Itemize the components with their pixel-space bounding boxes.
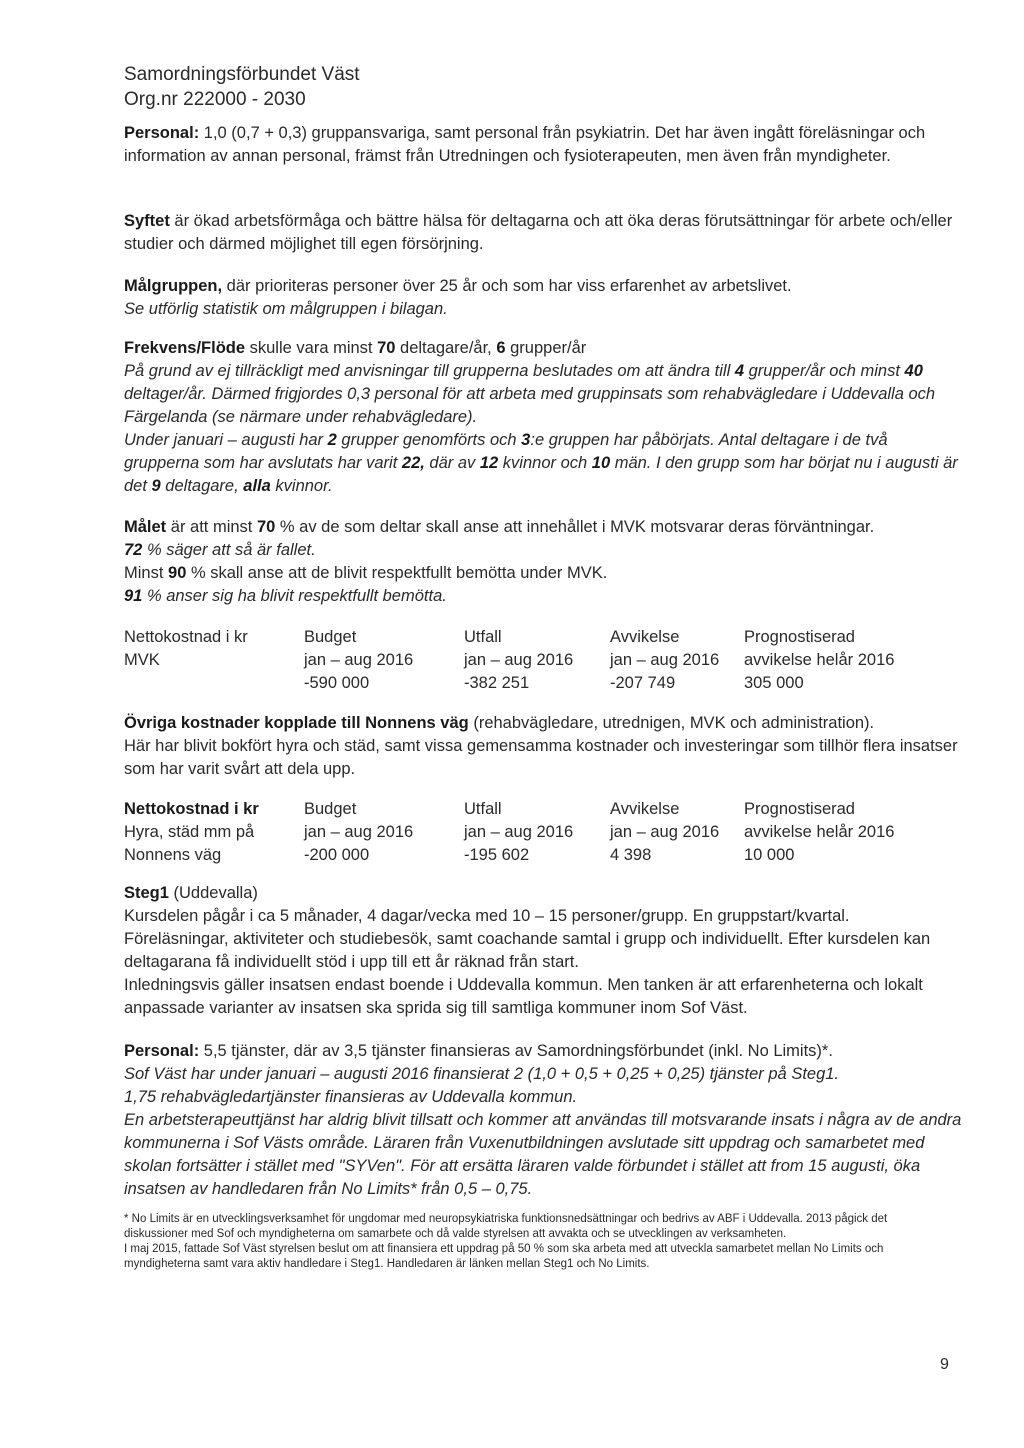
table-cell: 10 000 <box>744 846 795 864</box>
table-cell: jan – aug 2016 <box>464 651 574 669</box>
steg1-label: Steg1 <box>124 884 169 902</box>
table-cell: Avvikelse <box>610 800 680 818</box>
frekvens-progress-note: Under januari – augusti har 2 grupper genomförts och 3:e gruppen har påbörjats. Antal deltagare i de två grupperna som har avslutats har varit 22, där av 12 kvinnor och 10 män. I den grupp som har börjat nu i augusti är det 9 deltagare, alla kvinnor. <box>124 431 958 495</box>
personal2-note: 1,75 rehabvägledartjänster finansieras av Uddevalla kommun. <box>124 1088 578 1106</box>
personal-label: Personal: <box>124 124 200 142</box>
table-row <box>124 844 924 867</box>
frekvens-text: skulle vara minst <box>245 339 378 357</box>
table-cell: -382 251 <box>464 674 530 692</box>
table-cell: MVK <box>124 651 160 669</box>
table-cell: -590 000 <box>304 674 370 692</box>
table-cell: Nettokostnad i kr <box>124 628 248 646</box>
ovriga-text: (rehabvägledare, utrednigen, MVK och administration). <box>468 714 875 732</box>
table-cell: Utfall <box>464 628 502 646</box>
personal2-note: Sof Väst har under januari – augusti 2016 finansierat 2 (1,0 + 0,5 + 0,25 + 0,25) tjänster på Steg1. <box>124 1065 840 1083</box>
table-cell: 4 398 <box>610 846 652 864</box>
malet-number: 70 <box>256 518 276 536</box>
personal2-note: En arbetsterapeuttjänst har aldrig blivit tillsatt och kommer att användas till motsvarande insats i några av de andra kommunerna i Sof Västs område. Läraren från Vuxenutbildningen avslutade sitt uppdrag och samarbetet med skolan fortsätter i stället med "SYVen". För att ersätta läraren valde förbundet i stället att from 15 augusti, öka insatsen av handledaren från No Limits* från 0,5 – 0,75. <box>124 1111 962 1198</box>
document-header <box>124 62 360 112</box>
personal-text: 1,0 (0,7 + 0,3) gruppansvariga, samt personal från psykiatrin. Det har även ingått föreläsningar och information av annan personal, främst från Utredningen och fysioterapeuten, men även från myndigheter. <box>124 124 926 165</box>
table-cell: jan – aug 2016 <box>610 651 720 669</box>
table-cell: Utfall <box>464 800 502 818</box>
frekvens-number: 70 <box>377 339 396 357</box>
table-cell <box>124 672 304 695</box>
table-cell: -195 602 <box>464 846 530 864</box>
steg1-label-suffix: (Uddevalla) <box>168 884 258 902</box>
table-row <box>124 626 924 649</box>
footnote-paragraph: I maj 2015, fattade Sof Väst styrelsen beslut om att finansiera ett uppdrag på 50 % som ska arbeta med att utveckla samarbetet mellan No Limits och myndigheterna samt vara aktiv handledare i Steg1. Handledaren är länken mellan Steg1 och No Limits. <box>124 1243 884 1270</box>
malgruppen-section <box>124 275 964 321</box>
ovriga-section <box>124 712 964 781</box>
table-cell: Budget <box>304 628 357 646</box>
steg1-line: Föreläsningar, aktiviteter och studiebesök, samt coachande samtal i grupp och individuellt. Efter kursdelen kan deltagarana få individuellt stöd i upp till ett år räknad från start. <box>124 930 931 971</box>
syftet-label: Syftet <box>124 212 170 230</box>
table-cell: Prognostiserad <box>744 628 855 646</box>
table-cell: -207 749 <box>610 674 676 692</box>
table-cell: jan – aug 2016 <box>304 651 414 669</box>
malet-text: är att minst <box>166 518 257 536</box>
table-cell: Hyra, städ mm på <box>124 823 255 841</box>
page-number: 9 <box>940 1356 949 1373</box>
org-number: Org.nr 222000 - 2030 <box>124 89 306 110</box>
table-cell: avvikelse helår 2016 <box>744 823 895 841</box>
frekvens-number: 6 <box>496 339 506 357</box>
malet-number: 90 <box>168 564 187 582</box>
malet-text: % skall anse att de blivit respektfullt bemötta under MVK. <box>186 564 608 582</box>
table-row <box>124 672 924 695</box>
table-cell: Avvikelse <box>610 628 680 646</box>
frekvens-change-note: På grund av ej tillräckligt med anvisningar till grupperna beslutades om att ändra till 4 grupper/år och minst 40 deltager/år. Därmed frigjordes 0,3 personal för att arbeta med gruppinsats som rehabvägledare i Uddevalla och Färgelanda (se närmare under rehabvägledare). <box>124 362 936 426</box>
table-row <box>124 798 924 821</box>
mvk-cost-table <box>124 626 924 695</box>
table-row <box>124 649 924 672</box>
malet-result-1: 72 % säger att så är fallet. <box>124 541 316 559</box>
table-cell: Prognostiserad <box>744 800 855 818</box>
malgruppen-label: Målgruppen, <box>124 277 223 295</box>
malet-result-2: 91 % anser sig ha blivit respektfullt bemötta. <box>124 587 447 605</box>
table-cell: Nonnens väg <box>124 846 222 864</box>
frekvens-label: Frekvens/Flöde <box>124 339 246 357</box>
steg1-section <box>124 882 964 1020</box>
footnote <box>124 1212 944 1272</box>
table-cell: jan – aug 2016 <box>610 823 720 841</box>
table-cell: avvikelse helår 2016 <box>744 651 895 669</box>
personal2-section <box>124 1040 964 1201</box>
malet-text: % av de som deltar skall anse att innehållet i MVK motsvarar deras förväntningar. <box>275 518 875 536</box>
personal2-label: Personal: <box>124 1042 200 1060</box>
nonnens-cost-table <box>124 798 924 867</box>
personal2-text: 5,5 tjänster, där av 3,5 tjänster finansieras av Samordningsförbundet (inkl. No Limits)*. <box>199 1042 833 1060</box>
syftet-section <box>124 210 964 256</box>
table-row <box>124 821 924 844</box>
ovriga-text-2: Här har blivit bokfört hyra och städ, samt vissa gemensamma kostnader och investeringar som tillhör flera insatser som har varit svårt att dela upp. <box>124 737 958 778</box>
malgruppen-note: Se utförlig statistik om målgruppen i bilagan. <box>124 300 448 318</box>
table-cell: jan – aug 2016 <box>464 823 574 841</box>
ovriga-label: Övriga kostnader kopplade till Nonnens väg <box>124 714 469 732</box>
malet-label: Målet <box>124 518 167 536</box>
steg1-line: Inledningsvis gäller insatsen endast boende i Uddevalla kommun. Men tanken är att erfarenheterna och lokalt anpassade varianter av insatsen ska sprida sig till samtliga kommuner inom Sof Väst. <box>124 976 923 1017</box>
table-cell: jan – aug 2016 <box>304 823 414 841</box>
frekvens-section <box>124 337 964 498</box>
frekvens-text: grupper/år <box>505 339 587 357</box>
malgruppen-text: där prioriteras personer över 25 år och som har viss erfarenhet av arbetslivet. <box>222 277 792 295</box>
table-cell: Budget <box>304 800 357 818</box>
table-cell: -200 000 <box>304 846 370 864</box>
footnote-paragraph: * No Limits är en utvecklingsverksamhet för ungdomar med neuropsykiatriska funktionsnedsättningar och bedrivs av ABF i Uddevalla. 2013 pågick det diskussioner med Sof och myndigheterna om samarbete och då valde styrelsen att avvakta och se utvecklingen av verksamheten. <box>124 1213 888 1240</box>
org-name: Samordningsförbundet Väst <box>124 64 360 85</box>
syftet-text: är ökad arbetsförmåga och bättre hälsa för deltagarna och att öka deras förutsättningar för arbete och/eller studier och därmed möjlighet till egen försörjning. <box>124 212 953 253</box>
table-cell: Nettokostnad i kr <box>124 800 259 818</box>
malet-text: Minst <box>124 564 169 582</box>
table-cell: 305 000 <box>744 674 804 692</box>
personal-section <box>124 122 964 168</box>
frekvens-text: deltagare/år, <box>395 339 497 357</box>
malet-section <box>124 516 964 608</box>
steg1-line: Kursdelen pågår i ca 5 månader, 4 dagar/vecka med 10 – 15 personer/grupp. En gruppstart/kvartal. <box>124 907 850 925</box>
